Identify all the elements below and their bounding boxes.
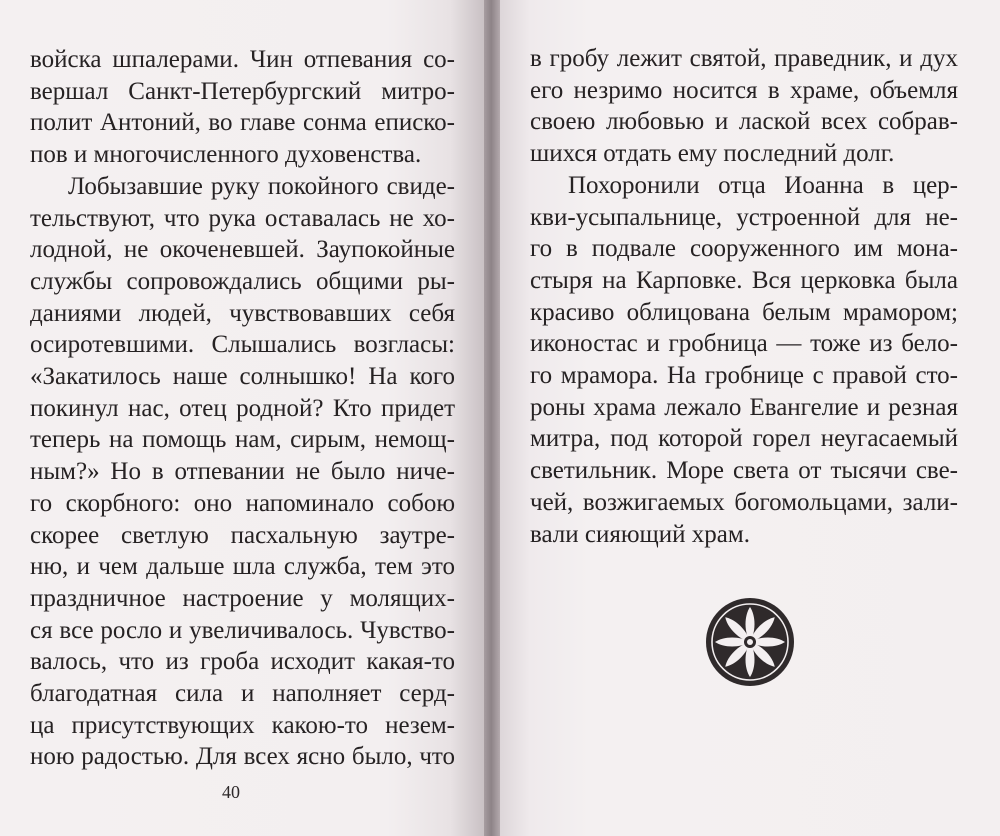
flower-rosette-icon xyxy=(704,596,796,688)
text-line: своею любовью и лаской всех собрав- xyxy=(530,108,958,136)
text-line: ца присутствующих какою-то незем- xyxy=(30,711,455,739)
text-line: валось, что из гроба исходит какая-то xyxy=(30,648,455,676)
text-line: его незримо носится в храме, объемля xyxy=(530,76,958,104)
text-line: шихся отдать ему последний долг. xyxy=(530,140,895,168)
text-line: пов и многочисленного духовенства. xyxy=(30,141,422,169)
text-line: «Закатилось наше солнышко! На кого xyxy=(30,363,455,391)
text-line: вали сияющий храм. xyxy=(530,520,750,548)
text-line: митра, под которой горел неугасаемый xyxy=(530,425,958,453)
text-line: Лобызавшие руку покойного свиде- xyxy=(68,172,455,200)
page-number: 40 xyxy=(222,782,240,802)
text-line: вершал Санкт-Петербургский митро- xyxy=(30,77,455,105)
right-page-text xyxy=(530,43,958,550)
left-page-text xyxy=(30,44,455,773)
text-line: полит Антоний, во главе сонма еписко- xyxy=(30,109,455,137)
text-line: роны храма лежало Евангелие и резная xyxy=(530,393,958,421)
text-line: иконостас и гробница — тоже из бело- xyxy=(530,330,958,358)
text-line: Похоронили отца Иоанна в цер- xyxy=(568,171,958,199)
right-page xyxy=(500,0,1000,836)
text-line: кви-усыпальнице, устроенной для не- xyxy=(530,203,958,231)
text-line: лодной, не окоченевшей. Заупокойные xyxy=(30,236,455,264)
text-line: скорее светлую пасхальную заутре- xyxy=(30,521,455,549)
text-line: стыря на Карповке. Вся церковка была xyxy=(530,266,958,294)
text-line: го в подвале сооруженного им мона- xyxy=(530,235,958,263)
left-page xyxy=(0,0,484,836)
text-line: ся все росло и увеличивалось. Чувство- xyxy=(30,616,455,644)
text-line: теперь на помощь нам, сирым, немощ- xyxy=(30,426,455,454)
text-line: ною радостью. Для всех ясно было, что xyxy=(30,743,455,771)
text-line: войска шпалерами. Чин отпевания со- xyxy=(30,46,455,73)
book-gutter xyxy=(484,0,500,836)
text-line: благодатная сила и наполняет серд- xyxy=(30,680,455,708)
text-line: ню, и чем дальше шла служба, тем это xyxy=(30,553,455,581)
text-line: даниями людей, чувствовавших себя xyxy=(30,299,455,327)
text-line: ным?» Но в отпевании не было ниче- xyxy=(30,458,455,486)
text-line: го скорбного: оно напоминало собою xyxy=(30,489,455,517)
text-line: осиротевшими. Слышались возгласы: xyxy=(30,331,455,359)
text-line: покинул нас, отец родной? Кто придет xyxy=(30,394,455,422)
text-line: тельствуют, что рука оставалась не хо- xyxy=(30,204,455,232)
text-line: службы сопровождались общими ры- xyxy=(30,267,455,295)
text-line: праздничное настроение у молящих- xyxy=(30,584,455,612)
text-line: светильник. Море света от тысячи све- xyxy=(530,457,958,485)
text-line: чей, возжигаемых богомольцами, зали- xyxy=(530,488,958,516)
text-line: го мрамора. На гробнице с правой сто- xyxy=(530,362,958,390)
text-line: красиво облицована белым мрамором; xyxy=(530,298,958,326)
text-line: в гробу лежит святой, праведник, и дух xyxy=(530,45,958,72)
